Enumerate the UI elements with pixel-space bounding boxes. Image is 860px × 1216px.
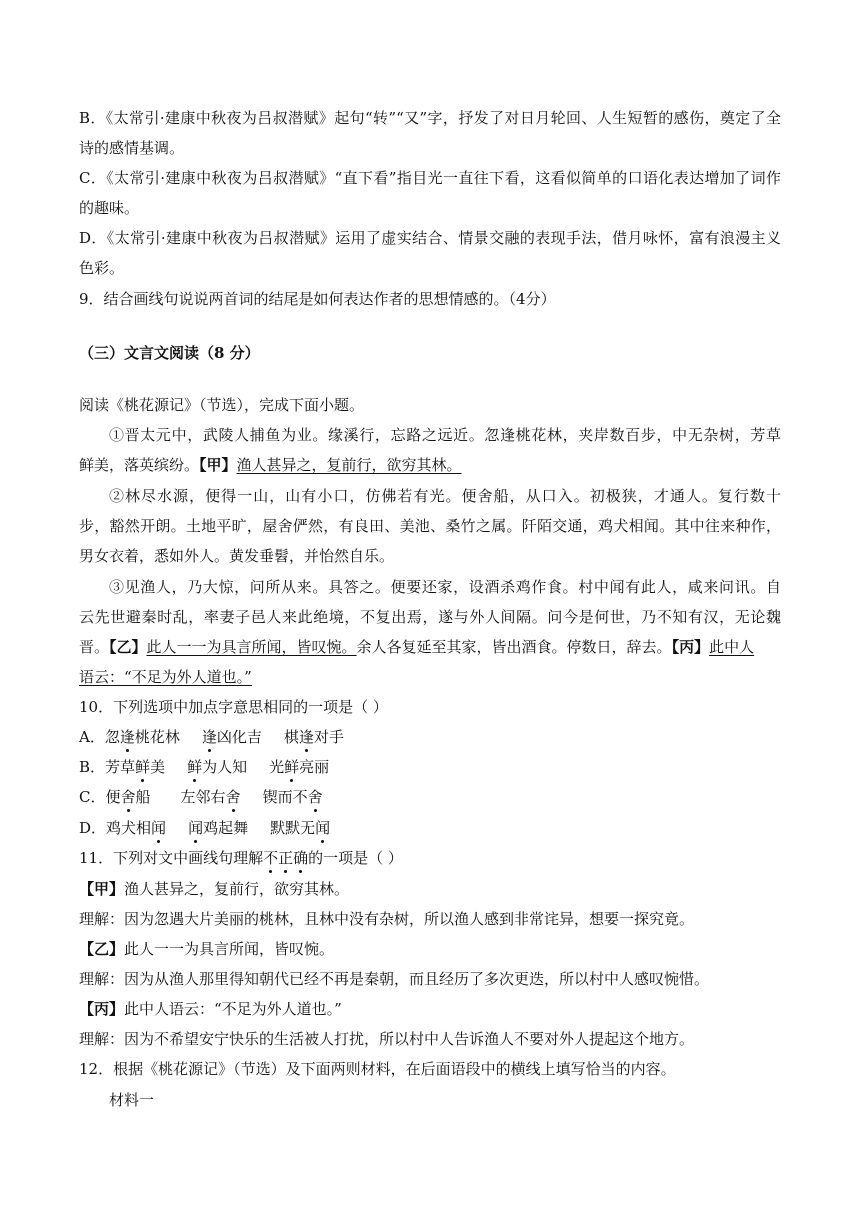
text: 船	[135, 788, 151, 806]
option-label: A．	[79, 728, 105, 746]
para3-line2: 云先世避秦时乱，率妻子邑人来此绝境，不复出焉，遂与外人间隔。问今是何世，乃不知有汉，无论魏	[79, 608, 781, 626]
question-12-stem: 12．根据《桃花源记》（节选）及下面两则材料，在后面语段中的横线上填写恰当的内容。	[79, 1060, 676, 1078]
tag-jia: 【甲】	[79, 880, 125, 898]
q8-option-d-line1: D．《太常引·建康中秋夜为吕叔潜赋》运用了虚实结合、情景交融的表现手法，借月咏怀，富有浪漫主义	[79, 229, 781, 247]
option-label: C．	[79, 788, 106, 806]
text: 对手	[313, 728, 344, 746]
text: 为人知	[202, 758, 248, 776]
text: 渔人甚异之，复前行，欲穷其林。	[124, 880, 350, 898]
para1-line2	[79, 455, 781, 475]
underlined-sentence-jia: 渔人甚异之，复前行，欲穷其林。	[236, 456, 462, 474]
dotted-char: 鲜	[187, 758, 203, 776]
underlined-sentence-bing-part2: 语云：“不足为外人道也。”	[79, 668, 252, 686]
q8-option-b-line1: B．《太常引·建康中秋夜为吕叔潜赋》起句“转”“又”字，抒发了对日月轮回、人生短暂的感伤，奠定了全	[79, 109, 781, 127]
para1-text: 鲜美，落英缤纷。	[79, 456, 200, 474]
text: 锲而不	[262, 788, 308, 806]
option-label: D．	[79, 819, 107, 837]
dotted-char: 确	[293, 849, 309, 867]
text: 此中人语云：“不足为外人道也。”	[124, 1000, 342, 1018]
tag-yi: 【乙】	[79, 940, 125, 958]
dotted-char: 正	[278, 849, 294, 867]
text: 芳草	[105, 758, 136, 776]
q8-option-b-line2: 诗的感情基调。	[79, 139, 185, 157]
para3-line1: ③见渔人，乃大惊，问所从来。具答之。便要还家，设酒杀鸡作食。村中闻有此人，咸来问讯。自	[109, 578, 781, 596]
para3-text-2: 余人各复延至其家，皆出酒食。停数日，辞去。	[356, 638, 672, 656]
dotted-char: 闻	[188, 819, 204, 837]
q11-yi-explanation: 理解：因为从渔人那里得知朝代已经不再是秦朝，而且经历了多次更迭，所以村中人感叹惋惜。	[79, 970, 710, 988]
text: 棋	[283, 728, 299, 746]
dotted-char: 舍	[225, 788, 241, 806]
text: 忽	[104, 728, 120, 746]
text: 11．下列对文中画线句理解	[79, 849, 264, 867]
q11-jia-sentence	[79, 879, 781, 899]
reading-intro: 阅读《桃花源记》（节选），完成下面小题。	[79, 396, 365, 414]
para2-line2: 步，豁然开朗。土地平旷，屋舍俨然，有良田、美池、桑竹之属。阡陌交通，鸡犬相闻。其中往来种作，	[79, 517, 781, 535]
text: 鸡起舞	[203, 819, 249, 837]
dotted-char: 鲜	[284, 758, 300, 776]
para1-line1: ①晋太元中，武陵人捕鱼为业。缘溪行，忘路之远近。忽逢桃花林，夹岸数百步，中无杂树，芳草	[109, 426, 781, 444]
q11-bing-explanation: 理解：因为不希望安宁快乐的生活被人打扰，所以村中人告诉渔人不要对外人提起这个地方。	[79, 1030, 695, 1048]
para2-line3: 男女衣着，悉如外人。黄发垂髫，并怡然自乐。	[79, 547, 395, 565]
tag-jia: 【甲】	[199, 456, 237, 474]
dotted-char: 舍	[120, 788, 136, 806]
material-1-label: 材料一	[109, 1091, 155, 1109]
question-9: 9．结合画线句说说两首词的结尾是如何表达作者的思想情感的。（4分）	[79, 290, 556, 308]
text: 美	[150, 758, 166, 776]
q11-bing-sentence	[79, 999, 781, 1019]
para3-text: 晋。	[79, 638, 110, 656]
q11-yi-sentence	[79, 939, 781, 959]
dotted-char: 鲜	[135, 758, 151, 776]
tag-bing: 【丙】	[671, 638, 710, 656]
dotted-char: 逢	[119, 728, 135, 746]
text: 鸡犬相	[106, 819, 152, 837]
para3-line3	[79, 637, 781, 657]
dotted-char: 舍	[307, 788, 323, 806]
para3-line4	[79, 667, 781, 687]
text: 左邻右	[180, 788, 226, 806]
dotted-char: 闻	[151, 819, 167, 837]
text: 桃花林	[134, 728, 180, 746]
dotted-char: 逢	[298, 728, 314, 746]
tag-yi: 【乙】	[109, 638, 147, 656]
tag-bing: 【丙】	[79, 1000, 125, 1018]
dotted-char: 闻	[315, 819, 331, 837]
q10-option-d	[79, 818, 781, 838]
para2-line1: ②林尽水源，便得一山，山有小口，仿佛若有光。便舍船，从口入。初极狭，才通人。复行数十	[109, 487, 781, 505]
text: 默默无	[270, 819, 316, 837]
q8-option-c-line2: 的趣味。	[79, 199, 140, 217]
q8-option-d-line2: 色彩。	[79, 259, 125, 277]
dotted-char: 不	[263, 849, 279, 867]
text: 的一项是（ ）	[308, 849, 403, 867]
q11-jia-explanation: 理解：因为忽遇大片美丽的桃林，且林中没有杂树，所以渔人感到非常诧异，想要一探究竟。	[79, 910, 695, 928]
text: 凶化吉	[216, 728, 262, 746]
dotted-char: 逢	[201, 728, 217, 746]
text: 此人一一为具言所闻，皆叹惋。	[124, 940, 335, 958]
text: 便	[105, 788, 121, 806]
underlined-sentence-yi: 此人一一为具言所闻，皆叹惋。	[146, 638, 357, 656]
section-3-title: （三）文言文阅读（8 分）	[79, 344, 260, 362]
q8-option-c-line1: C．《太常引·建康中秋夜为吕叔潜赋》“直下看”指目光一直往下看，这看似简单的口语化表达增加了词作	[79, 169, 781, 187]
underlined-sentence-bing-part1: 此中人	[709, 638, 755, 656]
question-11-stem	[79, 848, 781, 868]
text: 光	[269, 758, 285, 776]
q10-option-b	[79, 757, 781, 777]
option-label: B．	[79, 758, 106, 776]
question-10-stem: 10．下列选项中加点字意思相同的一项是（ ）	[79, 698, 388, 716]
q10-option-a	[79, 727, 781, 747]
text: 亮丽	[299, 758, 330, 776]
q10-option-c	[79, 787, 781, 807]
